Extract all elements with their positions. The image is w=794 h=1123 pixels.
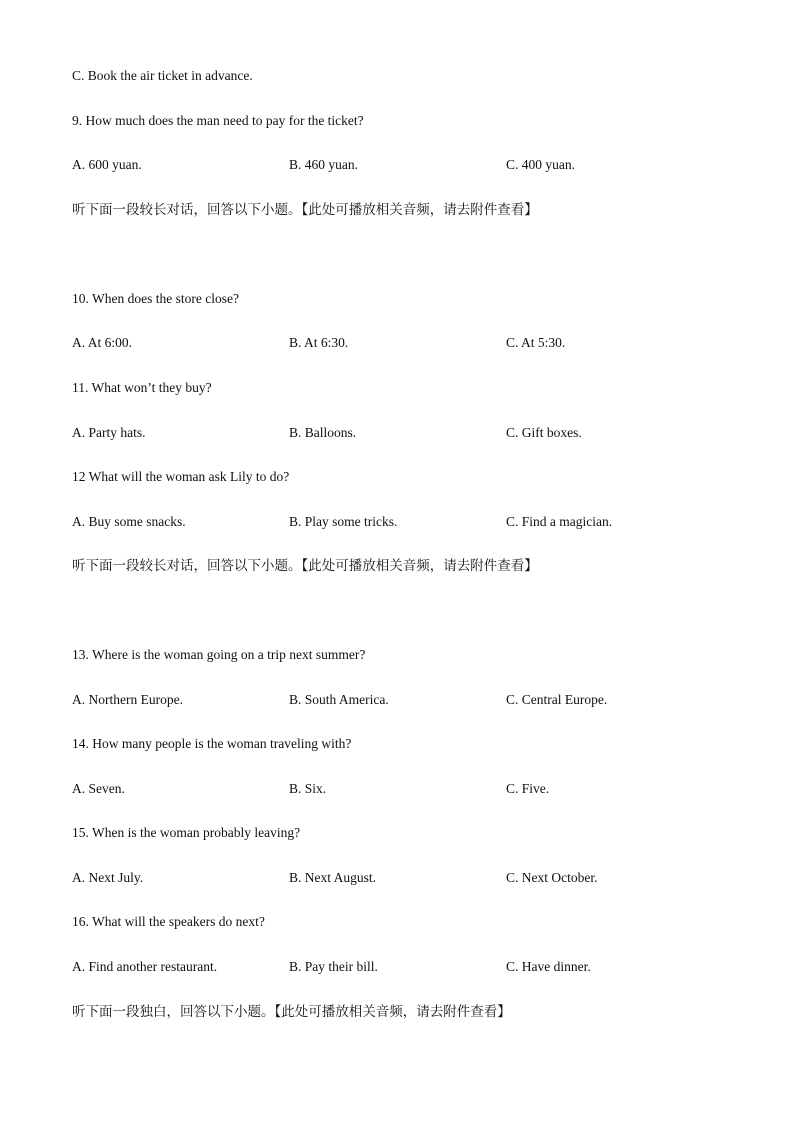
option-b: B. South America. [289,692,389,707]
question-12: 12 What will the woman ask Lily to do? [72,469,290,484]
option-a: A. At 6:00. [72,335,133,350]
options-row-12 [0,513,794,531]
option-a: A. Party hats. [72,425,146,440]
options-row-10 [0,334,794,352]
question-10: 10. When does the store close? [72,291,239,306]
option-a: A. Northern Europe. [72,692,183,707]
option-a: A. Next July. [72,870,144,885]
option-a: A. Buy some snacks. [72,514,186,529]
question-16: 16. What will the speakers do next? [72,914,265,929]
option-line: C. Book the air ticket in advance. [72,68,253,83]
option-c: C. Find a magician. [506,514,613,529]
option-b: B. Six. [289,781,327,796]
options-row-11 [0,424,794,442]
option-c: C. Have dinner. [506,959,591,974]
option-c: C. Central Europe. [506,692,608,707]
section-instruction: 听下面一段独白，回答以下小题。【此处可播放相关音频，请去附件查看】 [72,1004,511,1020]
option-b: B. At 6:30. [289,335,349,350]
option-b: B. Next August. [289,870,377,885]
options-row-14 [0,780,794,798]
option-a: A. Find another restaurant. [72,959,218,974]
options-row-15 [0,869,794,887]
option-c: C. Five. [506,781,550,796]
option-b: B. 460 yuan. [289,157,358,172]
option-a: A. 600 yuan. [72,157,142,172]
options-row-13 [0,691,794,709]
question-13: 13. Where is the woman going on a trip next summer? [72,647,366,662]
option-b: B. Balloons. [289,425,357,440]
question-15: 15. When is the woman probably leaving? [72,825,301,840]
option-a: A. Seven. [72,781,125,796]
section-instruction: 听下面一段较长对话，回答以下小题。【此处可播放相关音频，请去附件查看】 [72,558,538,574]
options-row-16 [0,958,794,976]
question-11: 11. What won’t they buy? [72,380,212,395]
option-b: B. Play some tricks. [289,514,398,529]
option-c: C. At 5:30. [506,335,566,350]
question-14: 14. How many people is the woman traveling with? [72,736,352,751]
section-instruction: 听下面一段较长对话，回答以下小题。【此处可播放相关音频，请去附件查看】 [72,202,538,218]
option-b: B. Pay their bill. [289,959,378,974]
option-c: C. Next October. [506,870,598,885]
option-c: C. 400 yuan. [506,157,575,172]
option-c: C. Gift boxes. [506,425,582,440]
options-row-9 [0,156,794,174]
question-9: 9. How much does the man need to pay for the ticket? [72,113,364,128]
